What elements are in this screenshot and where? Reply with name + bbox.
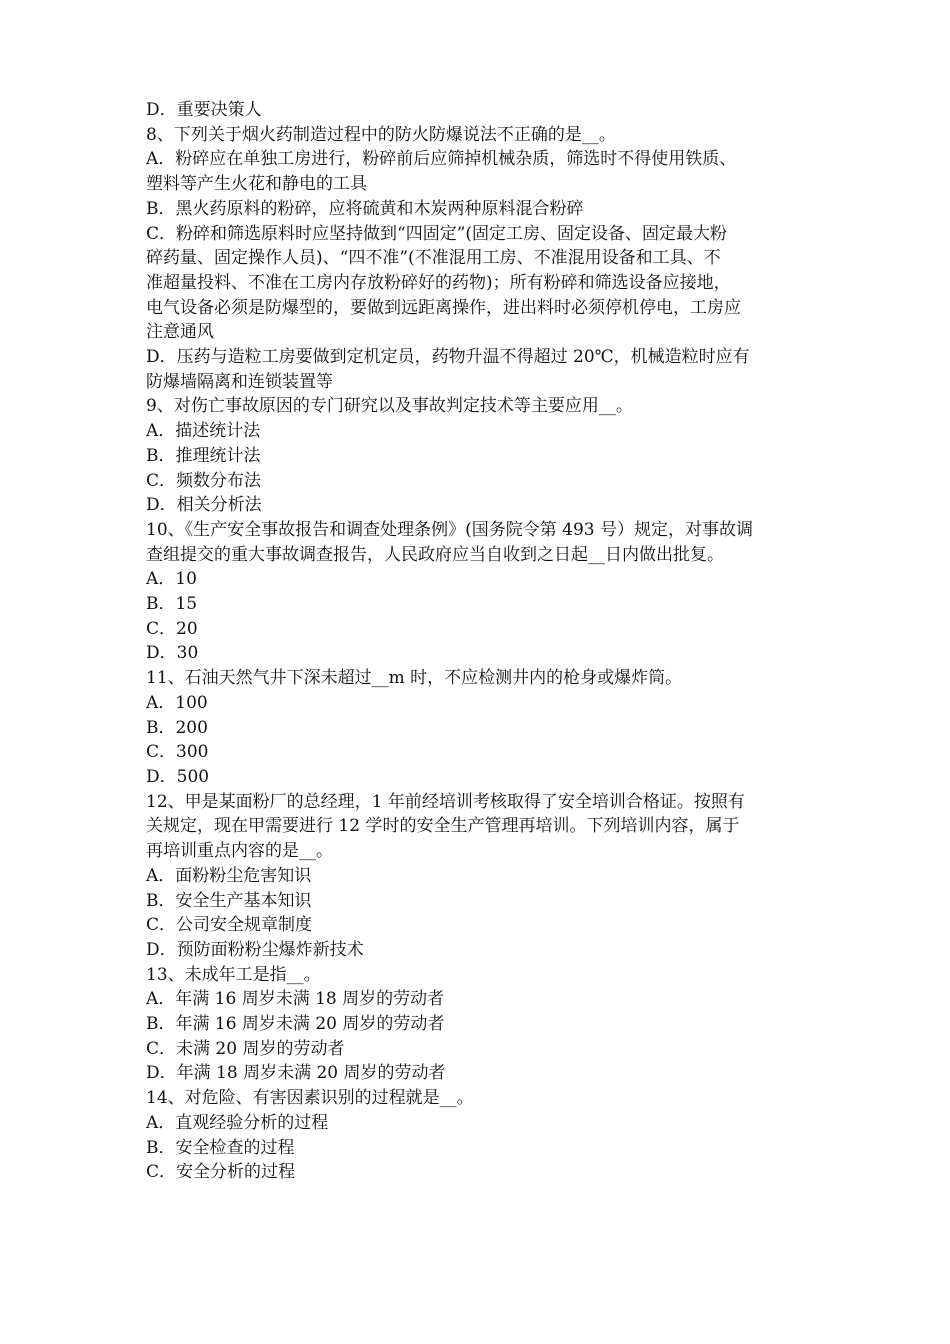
text-line: 再培训重点内容的是__。 — [146, 841, 333, 862]
text-line: 12、甲是某面粉厂的总经理，1 年前经培训考核取得了安全培训合格证。按照有 — [146, 791, 745, 812]
text-line: C．频数分布法 — [146, 470, 262, 491]
text-line: 准超量投料、不准在工房内存放粉碎好的药物)；所有粉碎和筛选设备应接地， — [146, 272, 731, 293]
text-line: A．面粉粉尘危害知识 — [146, 865, 312, 886]
text-line: 11、石油天然气井下深未超过__m 时，不应检测井内的枪身或爆炸筒。 — [146, 668, 683, 689]
text-line: 14、对危险、有害因素识别的过程就是__。 — [146, 1088, 474, 1109]
text-line: 电气设备必须是防爆型的，要做到远距离操作，进出料时必须停机停电，工房应 — [146, 297, 741, 318]
text-line: B．200 — [146, 717, 208, 738]
text-line: B．推理统计法 — [146, 445, 261, 466]
text-line: 注意通风 — [146, 322, 214, 343]
text-line: D．重要决策人 — [146, 100, 262, 120]
text-line: D．30 — [146, 643, 199, 664]
text-line: C．20 — [146, 618, 198, 639]
text-line: 8、下列关于烟火药制造过程中的防火防爆说法不正确的是__。 — [146, 124, 616, 145]
text-line: 碎药量、固定操作人员)、“四不准”(不准混用工房、不准混用设备和工具、不 — [146, 248, 721, 269]
text-line: A．粉碎应在单独工房进行，粉碎前后应筛掉机械杂质，筛选时不得使用铁质、 — [146, 149, 737, 170]
text-line: C．安全分析的过程 — [146, 1162, 296, 1183]
text-line: D．相关分析法 — [146, 495, 262, 516]
text-line: 塑料等产生火花和静电的工具 — [146, 174, 367, 195]
text-line: 9、对伤亡事故原因的专门研究以及事故判定技术等主要应用__。 — [146, 396, 633, 417]
text-line: D．500 — [146, 766, 210, 787]
text-line: D．压药与造粒工房要做到定机定员，药物升温不得超过 20℃，机械造粒时应有 — [146, 347, 750, 368]
text-line: B．安全检查的过程 — [146, 1137, 295, 1158]
text-line: B．安全生产基本知识 — [146, 890, 312, 911]
text-line: B．年满 16 周岁未满 20 周岁的劳动者 — [146, 1014, 445, 1035]
text-line: C．公司安全规章制度 — [146, 915, 313, 936]
text-line: B．15 — [146, 594, 198, 615]
text-line: 10、《生产安全事故报告和调查处理条例》(国务院令第 493 号）规定，对事故调 — [146, 519, 754, 540]
text-line: A．年满 16 周岁未满 18 周岁的劳动者 — [146, 989, 445, 1010]
text-line: D．预防面粉粉尘爆炸新技术 — [146, 939, 364, 960]
text-line: C．未满 20 周岁的劳动者 — [146, 1038, 345, 1059]
text-line: 查组提交的重大事故调查报告，人民政府应当自收到之日起__日内做出批复。 — [146, 544, 724, 565]
text-line: C．300 — [146, 742, 209, 763]
text-line: A．10 — [146, 569, 197, 590]
text-line: A．100 — [146, 692, 208, 713]
document-page — [146, 98, 814, 1185]
text-line: 关规定，现在甲需要进行 12 学时的安全生产管理再培训。下列培训内容，属于 — [146, 816, 740, 837]
text-line: A．描述统计法 — [146, 421, 261, 442]
text-line: D．年满 18 周岁未满 20 周岁的劳动者 — [146, 1063, 446, 1084]
text-line: A．直观经验分析的过程 — [146, 1112, 329, 1133]
text-line: 13、未成年工是指__。 — [146, 964, 321, 985]
text-line: C．粉碎和筛选原料时应坚持做到“四固定”(固定工房、固定设备、固定最大粉 — [146, 223, 728, 244]
text-line: B．黑火药原料的粉碎，应将硫黄和木炭两种原料混合粉碎 — [146, 198, 584, 219]
text-line: 防爆墙隔离和连锁装置等 — [146, 371, 333, 392]
